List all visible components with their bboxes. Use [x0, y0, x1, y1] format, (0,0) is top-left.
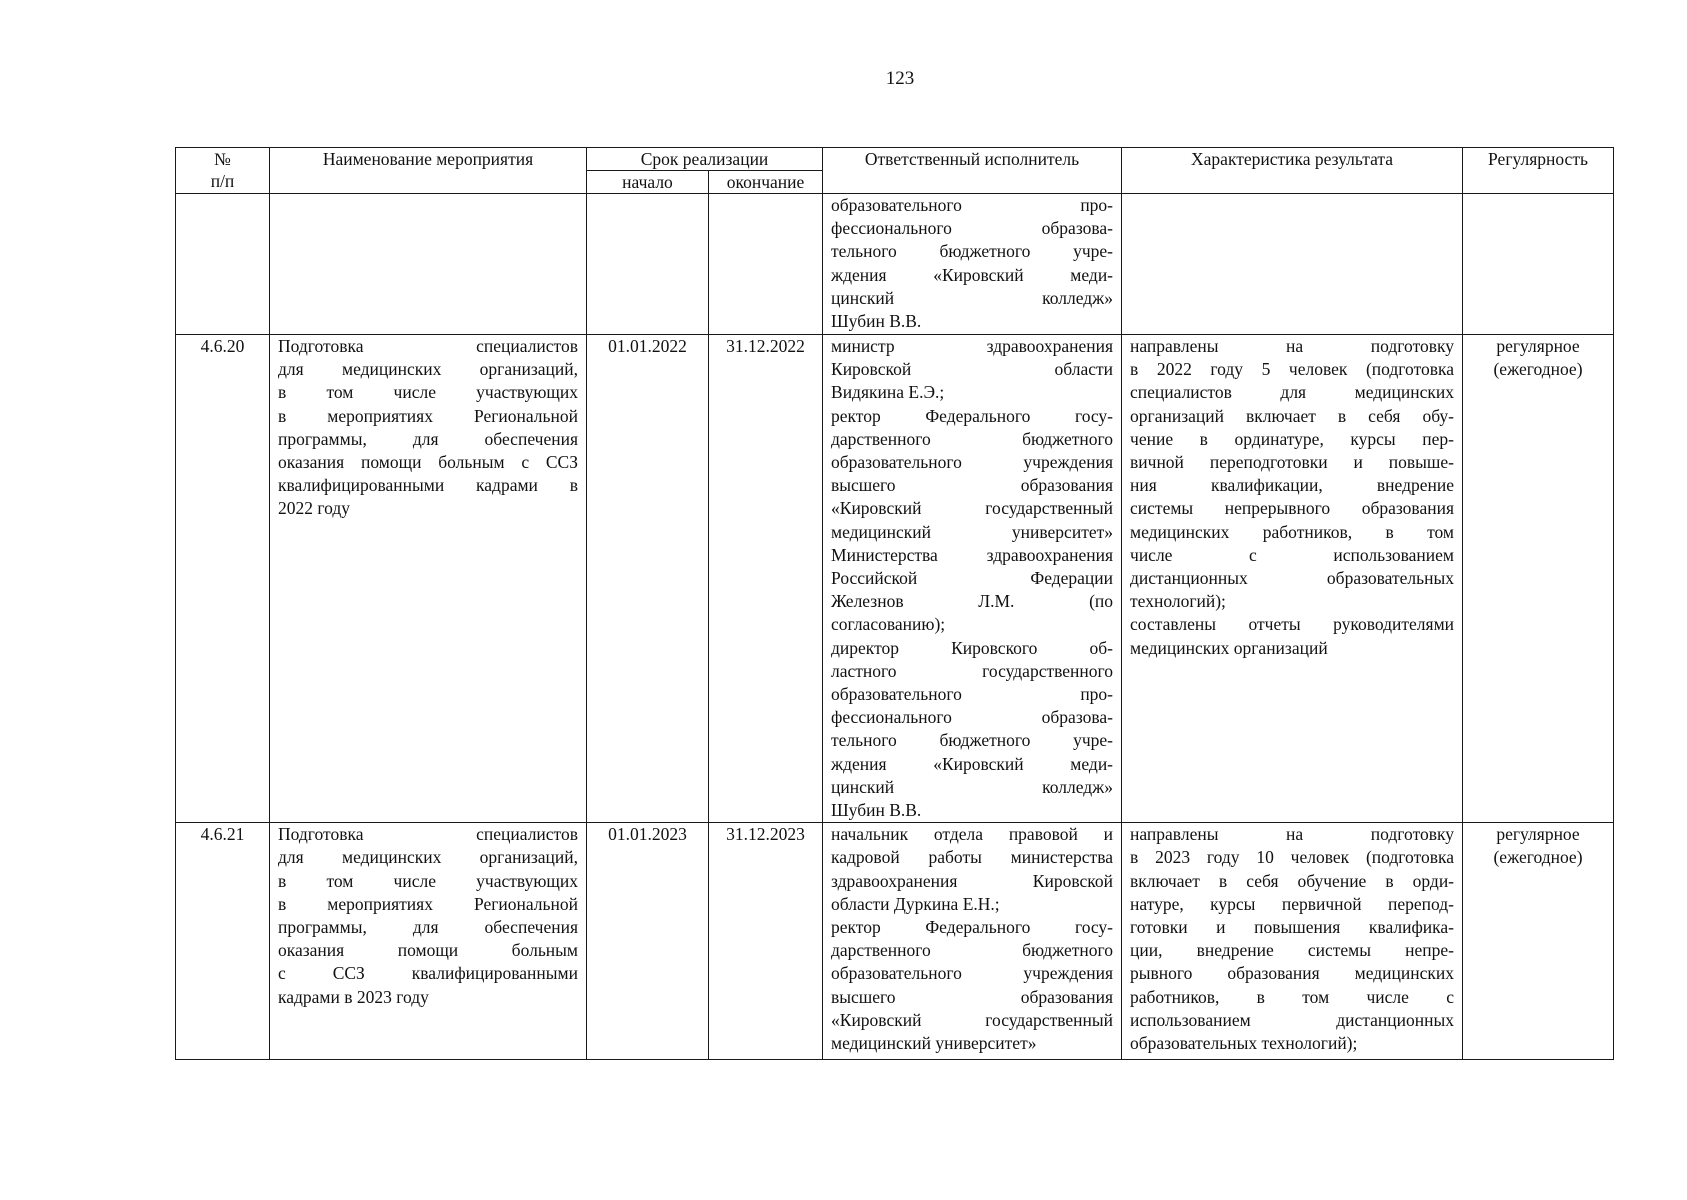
cell-text-line: направлены на подготовку [1130, 336, 1455, 356]
cell-text-line: медицинских работников, в том [1130, 521, 1455, 542]
cell-text-line: здравоохранения Кировской [831, 870, 1114, 891]
cell-text-line: в том числе участвующих [278, 870, 578, 891]
cell-text-line: чение в ординатуре, курсы пер- [1130, 428, 1455, 449]
cell-text-line: тельного бюджетного учре- [831, 730, 1114, 751]
row-start-date [587, 194, 709, 335]
row-name [270, 194, 587, 335]
row-regularity [1463, 823, 1614, 1060]
cell-text-line: министр здравоохранения [831, 336, 1114, 356]
cell-text-line: высшего образования [831, 475, 1114, 496]
row-executor [823, 194, 1122, 335]
cell-text-line: квалифицированными кадрами в [278, 475, 578, 496]
cell-text-line: использованием дистанционных [1130, 1009, 1455, 1030]
cell-text-line: с ССЗ квалифицированными [278, 963, 578, 984]
cell-text-line: образовательного учреждения [831, 963, 1114, 984]
cell-text-line: дистанционных образовательных [1130, 568, 1455, 589]
cell-text-line: рывного образования медицинских [1130, 963, 1455, 984]
cell-text-line: Шубин В.В. [831, 800, 922, 821]
cell-text-line: направлены на подготовку [1130, 824, 1455, 845]
cell-text-line: фессионального образова- [831, 707, 1114, 728]
row-result [1122, 335, 1463, 823]
cell-text-line: в 2022 году 5 человек (подготовка [1130, 359, 1455, 380]
cell-text-line: дарственного бюджетного [831, 428, 1114, 449]
cell-text-line: Шубин В.В. [831, 311, 922, 332]
cell-text-line: начальник отдела правовой и [831, 824, 1114, 845]
cell-text-line: в 2023 году 10 человек (подготовка [1130, 847, 1455, 868]
cell-text-line: (ежегодное) [1493, 359, 1583, 380]
cell-text-line: для медицинских организаций, [278, 847, 578, 868]
header-number-line2: п/п [210, 171, 235, 191]
header-start: начало [587, 171, 709, 194]
cell-text-line: Подготовка специалистов [278, 824, 578, 845]
cell-text-line: тельного бюджетного учре- [831, 241, 1114, 262]
cell-text-line: в том числе участвующих [278, 382, 578, 403]
cell-text-line: цинский колледж» [831, 287, 1114, 308]
cell-text-line: дарственного бюджетного [831, 940, 1114, 961]
cell-text-line: образовательного учреждения [831, 452, 1114, 473]
cell-text-line: медицинский университет» [831, 521, 1114, 542]
row-name [270, 335, 587, 823]
row-number: 4.6.20 [176, 335, 270, 823]
cell-text-line: ректор Федерального госу- [831, 405, 1114, 426]
cell-text-line: кадрами в 2023 году [278, 986, 429, 1007]
row-end-date: 31.12.2023 [709, 823, 823, 1060]
cell-text-line: «Кировский государственный [831, 1009, 1114, 1030]
cell-text-line: цинский колледж» [831, 776, 1114, 797]
cell-text-line: для медицинских организаций, [278, 359, 578, 380]
cell-text-line: программы, для обеспечения [278, 428, 578, 449]
header-period: Срок реализации [587, 148, 823, 171]
cell-text-line: готовки и повышения квалифика- [1130, 917, 1455, 938]
row-start-date: 01.01.2022 [587, 335, 709, 823]
activities-table [175, 147, 1614, 1060]
table-row [176, 194, 1614, 335]
header-executor: Ответственный исполнитель [823, 148, 1122, 194]
header-name: Наименование мероприятия [270, 148, 587, 194]
cell-text-line: ции, внедрение системы непре- [1130, 940, 1455, 961]
header-end: окончание [709, 171, 823, 194]
cell-text-line: программы, для обеспечения [278, 917, 578, 938]
cell-text-line: Российской Федерации [831, 568, 1114, 589]
cell-text-line: медицинский университет» [831, 1033, 1037, 1054]
cell-text-line: ректор Федерального госу- [831, 917, 1114, 938]
row-name [270, 823, 587, 1060]
cell-text-line: Видякина Е.Э.; [831, 382, 945, 403]
page-number: 123 [885, 68, 915, 89]
cell-text-line: вичной переподготовки и повыше- [1130, 452, 1455, 473]
row-executor [823, 335, 1122, 823]
cell-text-line: «Кировский государственный [831, 498, 1114, 519]
cell-text-line: ластного государственного [831, 660, 1114, 681]
cell-text-line: образовательного про- [831, 684, 1114, 705]
cell-text-line: работников, в том числе с [1130, 986, 1455, 1007]
cell-text-line: ния квалификации, внедрение [1130, 475, 1455, 496]
header-regularity: Регулярность [1463, 148, 1614, 194]
cell-text-line: (ежегодное) [1493, 847, 1583, 868]
cell-text-line: образовательных технологий); [1130, 1033, 1358, 1054]
cell-text-line: 2022 году [278, 498, 351, 519]
cell-text-line: Железнов Л.М. (по [831, 591, 1114, 612]
cell-text-line: включает в себя обучение в орди- [1130, 870, 1455, 891]
cell-text-line: регулярное [1496, 336, 1580, 356]
row-end-date [709, 194, 823, 335]
cell-text-line: регулярное [1496, 824, 1580, 845]
cell-text-line: согласованию); [831, 614, 946, 635]
cell-text-line: технологий); [1130, 591, 1226, 612]
cell-text-line: в мероприятиях Региональной [278, 405, 578, 426]
cell-text-line: медицинских организаций [1130, 637, 1328, 658]
row-executor [823, 823, 1122, 1060]
cell-text-line: кадровой работы министерства [831, 847, 1114, 868]
cell-text-line: организаций включает в себя обу- [1130, 405, 1455, 426]
cell-text-line: оказания помощи больным [278, 940, 578, 961]
table-row [176, 823, 1614, 1060]
cell-text-line: числе с использованием [1130, 544, 1455, 565]
cell-text-line: Министерства здравоохранения [831, 544, 1114, 565]
cell-text-line: области Дуркина Е.Н.; [831, 893, 1000, 914]
cell-text-line: директор Кировского об- [831, 637, 1114, 658]
cell-text-line: составлены отчеты руководителями [1130, 614, 1455, 635]
cell-text-line: натуре, курсы первичной перепод- [1130, 893, 1455, 914]
cell-text-line: Подготовка специалистов [278, 336, 578, 356]
table-row [176, 335, 1614, 823]
header-number [176, 148, 270, 194]
header-number-line1: № [214, 149, 231, 169]
cell-text-line: образовательного про- [831, 195, 1114, 215]
cell-text-line: ждения «Кировский меди- [831, 264, 1114, 285]
row-regularity [1463, 194, 1614, 335]
cell-text-line: системы непрерывного образования [1130, 498, 1455, 519]
cell-text-line: специалистов для медицинских [1130, 382, 1455, 403]
row-start-date: 01.01.2023 [587, 823, 709, 1060]
cell-text-line: высшего образования [831, 986, 1114, 1007]
row-end-date: 31.12.2022 [709, 335, 823, 823]
row-result [1122, 823, 1463, 1060]
cell-text-line: оказания помощи больным с ССЗ [278, 452, 578, 473]
table-header-row [176, 148, 1614, 171]
row-number: 4.6.21 [176, 823, 270, 1060]
cell-text-line: Кировской области [831, 359, 1114, 380]
row-regularity [1463, 335, 1614, 823]
row-result [1122, 194, 1463, 335]
cell-text-line: в мероприятиях Региональной [278, 893, 578, 914]
header-result: Характеристика результата [1122, 148, 1463, 194]
cell-text-line: фессионального образова- [831, 218, 1114, 239]
cell-text-line: ждения «Кировский меди- [831, 753, 1114, 774]
row-number [176, 194, 270, 335]
